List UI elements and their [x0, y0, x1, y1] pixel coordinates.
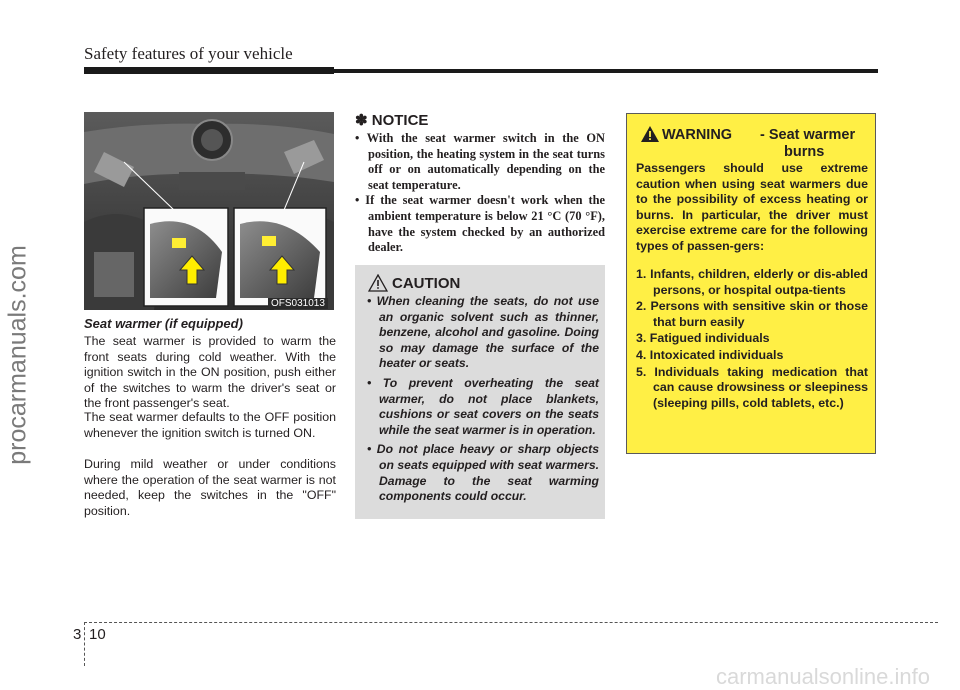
paragraph-1: The seat warmer is provided to warm the front seats during cold weather. With the ignition switch in the ON position, push either of the switches to warm the driver's seat or the front passenger's seat.	[84, 334, 336, 411]
figure-code: OFS031013	[268, 298, 328, 309]
notice-title: ✽ NOTICE	[355, 112, 429, 129]
seat-warmer-illustration	[84, 112, 334, 310]
warning-title: WARNING	[662, 127, 733, 143]
warning-subtitle: - Seat warmer	[760, 127, 856, 143]
side-watermark-text: procarmanuals.com	[3, 245, 32, 465]
page-section-number: 3	[73, 626, 82, 643]
bottom-watermark	[0, 664, 960, 690]
notice-list	[355, 131, 605, 256]
warning-triangle-icon	[640, 125, 660, 143]
warning-subtitle-continued: burns	[784, 144, 825, 160]
notice-item: • If the seat warmer doesn't work when the ambient temperature is below 21 °C (70 °F), have the system checked by an authorized dealer.	[355, 193, 605, 255]
page-number: 10	[89, 626, 106, 643]
seat-warmer-photo	[84, 112, 334, 310]
caution-item: • To prevent overheating the seat warmer, do not place blankets, cushions or seat covers on the seats while the seat warmer is in operation.	[367, 375, 599, 437]
caution-item: • Do not place heavy or sharp objects on seats equipped with seat warmers. Damage to the seat warming components could occur.	[367, 442, 599, 504]
warning-item: 4. Intoxicated individuals	[636, 347, 784, 362]
warning-item: 3. Fatigued individuals	[636, 331, 770, 346]
caution-triangle-icon	[368, 274, 388, 292]
bottom-watermark-text: carmanualsonline.info	[715, 664, 930, 689]
warning-intro: Passengers should use extreme caution when using seat warmers due to the possibility of excess heating or burns. In particular, the driver must exercise extreme care for the following types of passen-gers:	[636, 161, 868, 253]
caution-title: CAUTION	[392, 275, 461, 292]
footer-rule	[84, 622, 938, 623]
page-header-title: Safety features of your vehicle	[84, 44, 293, 63]
side-watermark	[0, 120, 38, 590]
figure-caption: Seat warmer (if equipped)	[84, 316, 243, 331]
paragraph-2: The seat warmer defaults to the OFF position whenever the ignition switch is turned ON.	[84, 410, 336, 440]
caution-item: • When cleaning the seats, do not use an organic solvent such as thinner, benzene, alcohol and gasoline. Doing so may damage the surface of the heater or seats.	[367, 294, 599, 371]
caution-list	[367, 294, 599, 509]
warning-item: 5. Individuals taking medication that can cause drowsiness or sleepiness (sleeping pills, cold tablets, etc.)	[636, 364, 868, 410]
warning-item: 2. Persons with sensitive skin or those that burn easily	[636, 299, 868, 329]
warning-list	[636, 267, 868, 412]
paragraph-3: During mild weather or under conditions where the operation of the seat warmer is not needed, keep the switches in the "OFF" position.	[84, 457, 336, 518]
warning-item: 1. Infants, children, elderly or dis-abled persons, or hospital outpa-tients	[636, 267, 868, 297]
header-rule-accent	[84, 67, 334, 74]
notice-item: • With the seat warmer switch in the ON position, the heating system in the seat turns off or on automatically depending on the seat temperature.	[355, 131, 605, 192]
footer-divider	[84, 622, 85, 666]
